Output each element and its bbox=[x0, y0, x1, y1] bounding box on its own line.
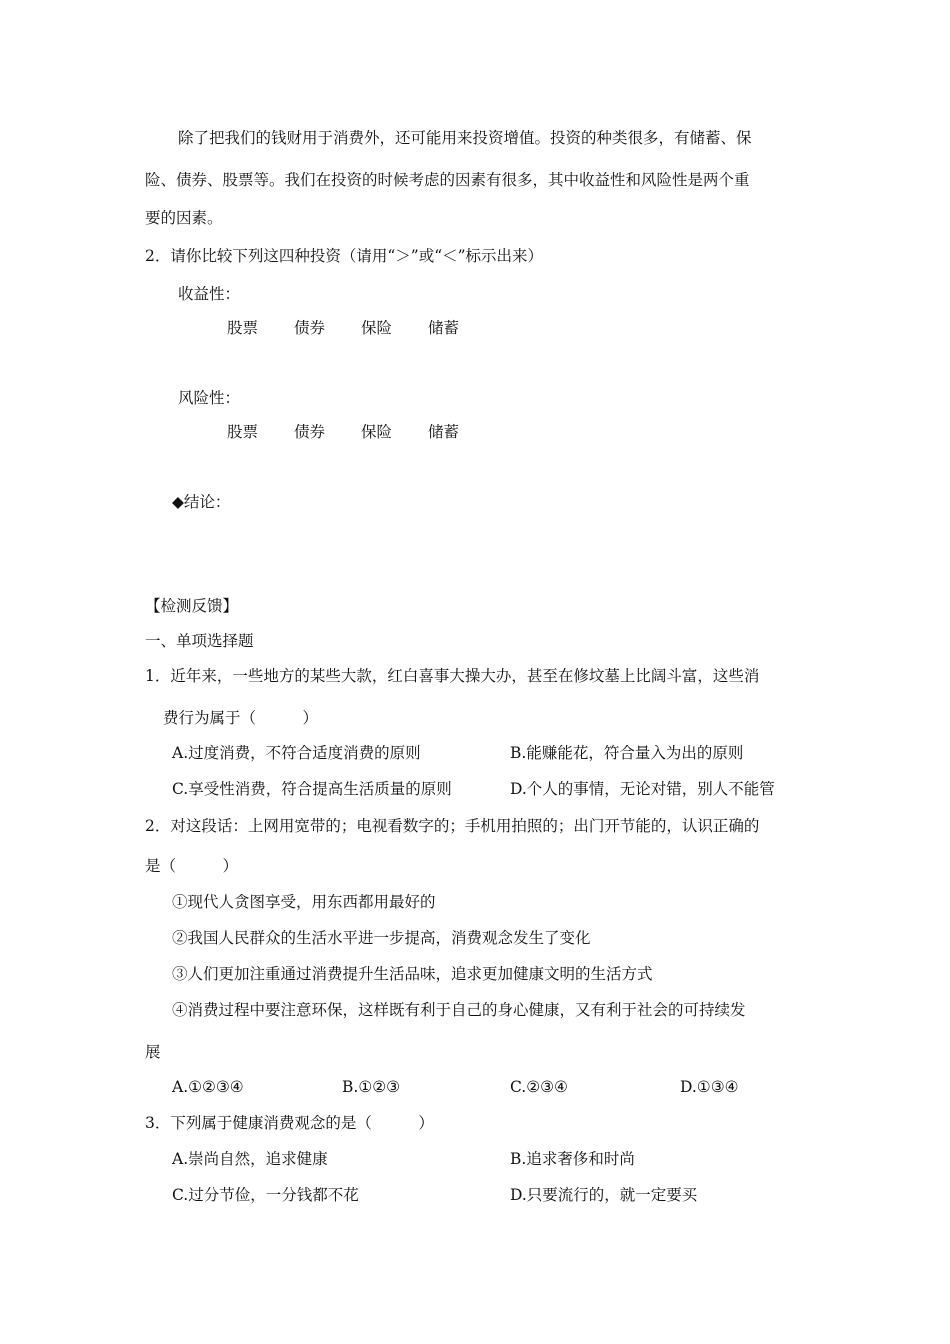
item-insurance: 保险 bbox=[361, 423, 393, 441]
q3-option-b: B.追求奢侈和时尚 bbox=[510, 1150, 635, 1168]
q2-statement-3: ③人们更加注重通过消费提升生活品味，追求更加健康文明的生活方式 bbox=[172, 965, 653, 983]
intro-line-3: 要的因素。 bbox=[145, 209, 223, 227]
item-stocks: 股票 bbox=[227, 319, 259, 337]
item-savings: 储蓄 bbox=[428, 423, 460, 441]
q2-statement-4: ④消费过程中要注意环保，这样既有利于自己的身心健康，又有利于社会的可持续发 bbox=[172, 1001, 746, 1019]
q1-option-b: B.能赚能花，符合量入为出的原则 bbox=[510, 744, 744, 762]
risk-label: 风险性： bbox=[178, 389, 241, 407]
q1-option-d: D.个人的事情，无论对错，别人不能管 bbox=[510, 780, 775, 798]
q3-option-c: C.过分节俭，一分钱都不花 bbox=[172, 1186, 359, 1204]
q2-option-a: A.①②③④ bbox=[172, 1078, 244, 1096]
q2-statement-1: ①现代人贪图享受，用东西都用最好的 bbox=[172, 893, 436, 911]
q2-statement-4-cont: 展 bbox=[145, 1043, 161, 1061]
q2-stem-line-1: 2．对这段话：上网用宽带的；电视看数字的；手机用拍照的；出门开节能的，认识正确的 bbox=[145, 817, 760, 835]
q2-stem-line-2: 是（ ） bbox=[145, 857, 239, 875]
conclusion-label: ◆结论： bbox=[172, 493, 231, 511]
q1-stem-line-1: 1．近年来，一些地方的某些大款，红白喜事大操大办，甚至在修坟墓上比阔斗富，这些消 bbox=[145, 667, 760, 685]
profit-label: 收益性： bbox=[178, 285, 241, 303]
section-title: 一、单项选择题 bbox=[145, 632, 254, 650]
item-stocks: 股票 bbox=[227, 423, 259, 441]
q3-option-d: D.只要流行的，就一定要买 bbox=[510, 1186, 698, 1204]
q1-option-a: A.过度消费，不符合适度消费的原则 bbox=[172, 744, 421, 762]
q2-option-b: B.①②③ bbox=[342, 1078, 401, 1096]
feedback-header: 【检测反馈】 bbox=[145, 597, 239, 615]
q3-option-a: A.崇尚自然，追求健康 bbox=[172, 1150, 328, 1168]
item-bonds: 债券 bbox=[294, 319, 326, 337]
item-savings: 储蓄 bbox=[428, 319, 460, 337]
q2-option-c: C.②③④ bbox=[510, 1078, 568, 1096]
item-insurance: 保险 bbox=[361, 319, 393, 337]
item-bonds: 债券 bbox=[294, 423, 326, 441]
q2-option-d: D.①③④ bbox=[680, 1078, 739, 1096]
q2-statement-2: ②我国人民群众的生活水平进一步提高，消费观念发生了变化 bbox=[172, 929, 591, 947]
q1-stem-line-2: 费行为属于（ ） bbox=[163, 709, 319, 727]
q1-option-c: C.享受性消费，符合提高生活质量的原则 bbox=[172, 780, 452, 798]
intro-line-1: 除了把我们的钱财用于消费外，还可能用来投资增值。投资的种类很多，有储蓄、保 bbox=[178, 129, 752, 147]
q3-stem: 3．下列属于健康消费观念的是（ ） bbox=[145, 1114, 434, 1132]
compare-question-title: 2．请你比较下列这四种投资（请用“＞”或“＜”标示出来） bbox=[145, 247, 544, 265]
intro-line-2: 险、债券、股票等。我们在投资的时候考虑的因素有很多，其中收益性和风险性是两个重 bbox=[145, 171, 750, 189]
